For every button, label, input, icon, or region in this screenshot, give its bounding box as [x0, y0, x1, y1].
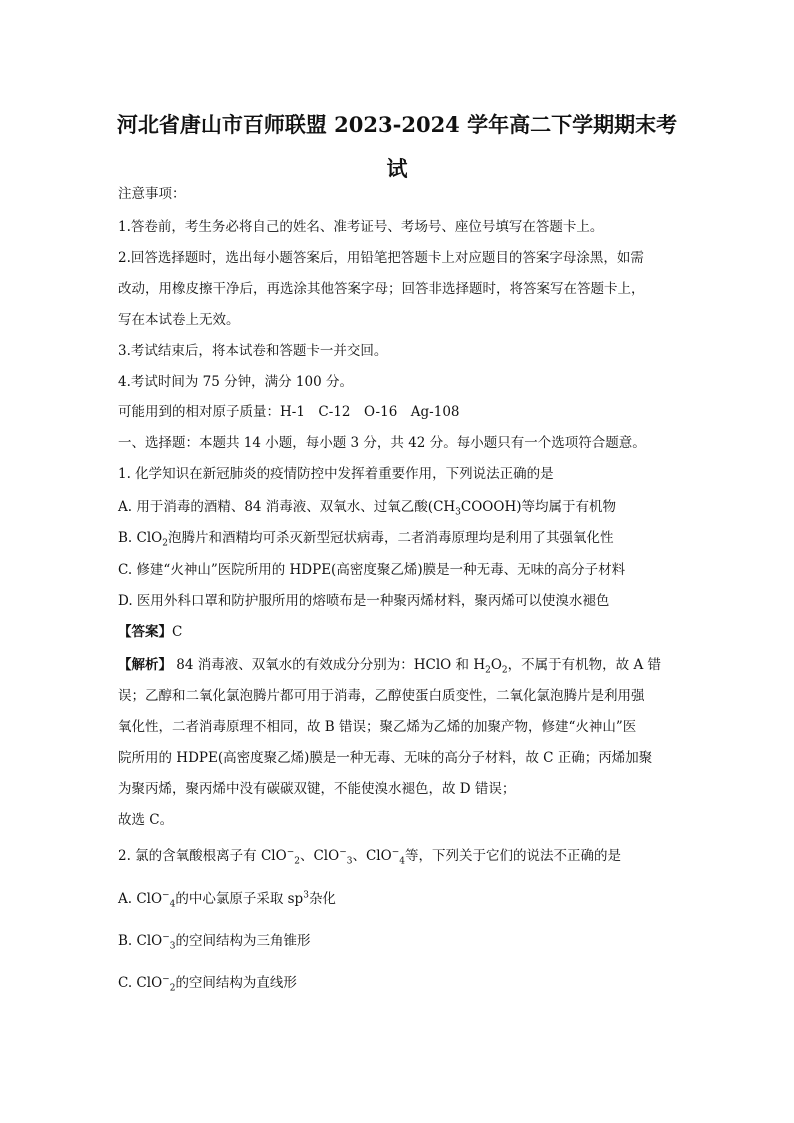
- option-text: 的中心氯原子采取 sp: [175, 891, 304, 907]
- stem-text: 、ClO: [352, 848, 392, 864]
- subscript: 2: [169, 983, 176, 994]
- atomic-masses: 可能用到的相对原子质量：H-1 C-12 O-16 Ag-108: [118, 404, 460, 420]
- question-1-answer: [118, 622, 678, 642]
- superscript: −: [339, 847, 347, 858]
- analysis-line-5: 为聚丙烯，聚丙烯中没有碳碳双键，不能使溴水褪色，故 D 错误；: [118, 781, 516, 797]
- question-1-option-a: [118, 497, 678, 517]
- section-heading: 一、选择题：本题共 14 小题，每小题 3 分，共 42 分。每小题只有一个选项符合题意。: [118, 435, 646, 451]
- subscript: 3: [455, 507, 461, 518]
- answer-label: 【答案】: [118, 624, 172, 640]
- stem-text: 等，下列关于它们的说法不正确的是: [404, 848, 621, 864]
- title-line-2: 试: [386, 156, 408, 181]
- superscript: −: [162, 974, 170, 985]
- superscript: −: [391, 847, 400, 858]
- subscript: 3: [169, 941, 176, 952]
- superscript: 3: [303, 890, 309, 901]
- option-text: 的空间结构为三角锥形: [175, 933, 311, 949]
- question-2-option-b: [118, 931, 678, 951]
- exam-title: [100, 103, 694, 191]
- option-text: C. ClO: [118, 975, 163, 991]
- analysis-line-3: 氧化性，二者消毒原理不相同，故 B 错误；聚乙烯为乙烯的加聚产物，修建“火神山”医: [118, 719, 637, 735]
- option-text: B. ClO: [118, 933, 163, 949]
- notice-item: 2.回答选择题时，选出每小题答案后，用铅笔把答题卡上对应题目的答案字母涂黑，如需: [118, 250, 644, 266]
- option-text: 的空间结构为直线形: [175, 975, 297, 991]
- superscript: −: [286, 847, 295, 858]
- question-2-stem: [118, 846, 678, 866]
- option-text: COOOH)等均属于有机物: [460, 499, 616, 515]
- question-1-stem: 1. 化学知识在新冠肺炎的疫情防控中发挥着重要作用，下列说法正确的是: [118, 466, 554, 482]
- analysis-text: ，不属于有机物，故 A 错: [507, 657, 661, 673]
- stem-text: 2. 氯的含氧酸根离子有 ClO: [118, 848, 287, 864]
- notice-item: 改动，用橡皮擦干净后，再选涂其他答案字母；回答非选择题时，将答案写在答题卡上，: [118, 281, 645, 297]
- option-text: B. ClO: [118, 530, 163, 546]
- subscript: 4: [399, 856, 405, 867]
- analysis-line-1: [118, 655, 678, 675]
- analysis-text: 84 消毒液、双氧水的有效成分分别为：HClO 和 H: [176, 657, 486, 673]
- superscript: −: [162, 890, 170, 901]
- option-text: 泡腾片和酒精均可杀灭新型冠状病毒，二者消毒原理均是利用了其强氧化性: [167, 530, 614, 546]
- analysis-line-2: 误；乙醇和二氧化氯泡腾片都可用于消毒，乙醇使蛋白质变性，二氧化氯泡腾片是利用强: [118, 688, 645, 704]
- question-1-option-c: C. 修建“火神山”医院所用的 HDPE(高密度聚乙烯)膜是一种无毒、无味的高分子材料: [118, 562, 626, 578]
- analysis-text: O: [490, 657, 502, 673]
- option-text: A. ClO: [118, 891, 163, 907]
- subscript: 4: [169, 899, 176, 910]
- analysis-line-4: 院所用的 HDPE(高密度聚乙烯)膜是一种无毒、无味的高分子材料，故 C 正确；丙烯加聚: [118, 750, 653, 766]
- option-text: A. 用于消毒的酒精、84 消毒液、双氧水、过氧乙酸(CH: [118, 499, 456, 515]
- subscript: 2: [294, 856, 300, 867]
- answer-value: C: [172, 624, 183, 640]
- notice-item: 3.考试结束后，将本试卷和答题卡一并交回。: [118, 343, 388, 359]
- stem-text: 、ClO: [299, 848, 340, 864]
- option-text: 杂化: [308, 891, 336, 907]
- subscript: 3: [346, 856, 353, 867]
- notice-heading: 注意事项：: [118, 186, 186, 202]
- question-2-option-a: [118, 889, 678, 909]
- question-1-option-d: D. 医用外科口罩和防护服所用的熔喷布是一种聚丙烯材料，聚丙烯可以使溴水褪色: [118, 593, 610, 609]
- notice-item: 4.考试时间为 75 分钟，满分 100 分。: [118, 374, 353, 390]
- analysis-conclusion: 故选 C。: [118, 812, 174, 828]
- question-2-option-c: [118, 973, 678, 993]
- question-1-option-b: [118, 528, 678, 548]
- notice-item: 1.答卷前，考生务必将自己的姓名、准考证号、考场号、座位号填写在答题卡上。: [118, 219, 604, 235]
- subscript: 2: [501, 665, 508, 676]
- subscript: 2: [162, 538, 168, 549]
- superscript: −: [162, 932, 170, 943]
- title-line-1: 河北省唐山市百师联盟 2023-2024 学年高二下学期期末考: [116, 112, 678, 137]
- subscript: 2: [485, 665, 491, 676]
- notice-item: 写在本试卷上无效。: [118, 312, 240, 328]
- analysis-label: 【解析】: [118, 657, 172, 673]
